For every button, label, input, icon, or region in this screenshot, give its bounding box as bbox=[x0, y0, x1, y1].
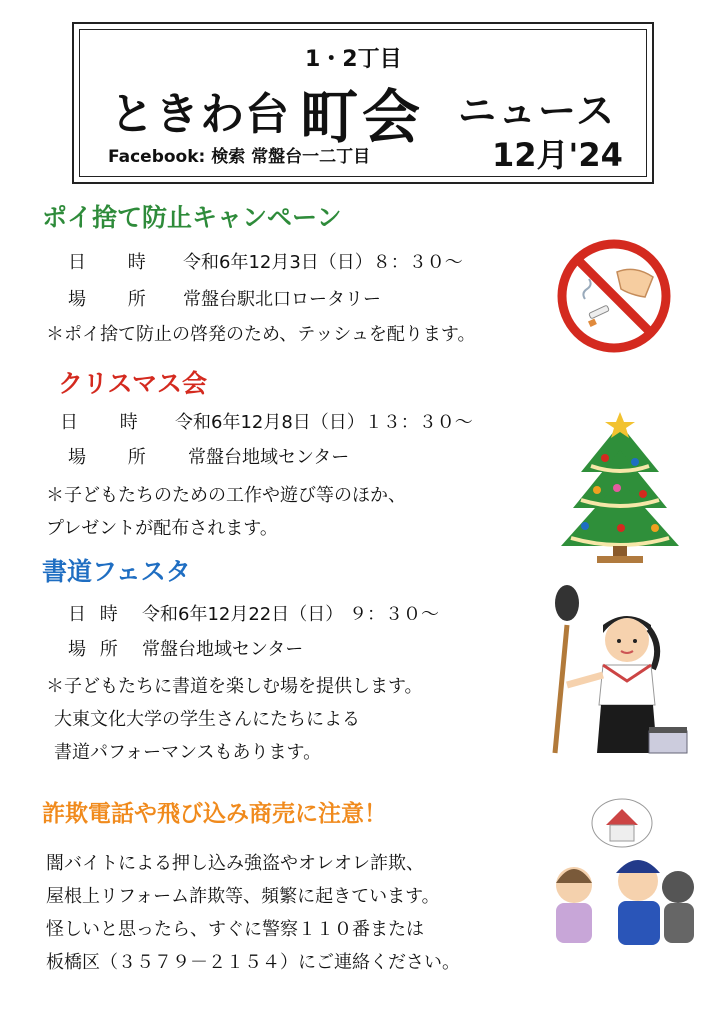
calligraphy-note-1: ＊子どもたちに書道を楽しむ場を提供します。 bbox=[46, 676, 423, 697]
litter-where: 常盤台駅北口ロータリー bbox=[183, 289, 381, 310]
when-label: 日 時 bbox=[68, 604, 122, 625]
litter-note: ＊ポイ捨て防止の啓発のため、テッシュを配ります。 bbox=[46, 324, 476, 345]
calligraphy-note-2: 大東文化大学の学生さんにたちによる bbox=[54, 709, 360, 730]
section-title-litter: ポイ捨て防止キャンペーン bbox=[42, 203, 342, 232]
where-label: 場 所 bbox=[68, 447, 152, 468]
fraud-note-2: 屋根上リフォーム詐欺等、頻繁に起きています。 bbox=[46, 886, 440, 907]
calligraphy-where-row bbox=[68, 635, 303, 661]
fraud-note-3: 怪しいと思ったら、すぐに警察１１０番または bbox=[46, 919, 424, 940]
where-label: 場 所 bbox=[68, 289, 152, 310]
where-label: 場 所 bbox=[68, 639, 122, 660]
litter-when: 令和6年12月3日（日）８：３０～ bbox=[183, 252, 463, 273]
section-title-christmas: クリスマス会 bbox=[58, 369, 208, 398]
masthead bbox=[72, 22, 654, 184]
christmas-when-row bbox=[60, 408, 473, 434]
christmas-note-1: ＊子どもたちのための工作や遊び等のほか、 bbox=[46, 485, 406, 506]
when-label: 日 時 bbox=[68, 252, 152, 273]
litter-when-row bbox=[68, 248, 463, 274]
masthead-title-left: ときわ台 bbox=[110, 89, 290, 140]
when-label: 日 時 bbox=[60, 412, 144, 433]
calligraphy-where: 常盤台地域センター bbox=[142, 639, 304, 660]
litter-where-row bbox=[68, 285, 381, 311]
calligraphy-when: 令和6年12月22日（日） ９：３０～ bbox=[142, 604, 439, 625]
masthead-chome: 1・2丁目 bbox=[305, 47, 402, 72]
christmas-when: 令和6年12月8日（日）１３：３０～ bbox=[175, 412, 473, 433]
masthead-chokai: 町会 bbox=[300, 83, 425, 151]
masthead-inner-border bbox=[79, 29, 647, 177]
section-title-fraud-warning: 詐欺電話や飛び込み商売に注意！ bbox=[42, 801, 387, 827]
facebook-search-text: Facebook: 検索 常盤台一二丁目 bbox=[108, 147, 371, 167]
fraud-note-1: 闇バイトによる押し込み強盗やオレオレ詐欺、 bbox=[46, 853, 424, 874]
christmas-where-row bbox=[68, 443, 349, 469]
no-littering-icon bbox=[555, 237, 673, 355]
fraud-warning-icon bbox=[540, 795, 700, 955]
fraud-note-4: 板橋区（３５７９－２１５４）にご連絡ください。 bbox=[46, 952, 460, 973]
masthead-news: ニュース bbox=[458, 89, 617, 133]
section-title-calligraphy: 書道フェスタ bbox=[42, 557, 191, 586]
calligraphy-when-row bbox=[68, 600, 439, 626]
calligraphy-note-3: 書道パフォーマンスもあります。 bbox=[54, 742, 322, 763]
christmas-note-2: プレゼントが配布されます。 bbox=[46, 518, 278, 539]
christmas-tree-icon bbox=[551, 410, 689, 570]
calligraphy-student-icon bbox=[545, 585, 695, 765]
issue-date: 12月'24 bbox=[492, 136, 623, 174]
christmas-where: 常盤台地域センター bbox=[188, 447, 350, 468]
